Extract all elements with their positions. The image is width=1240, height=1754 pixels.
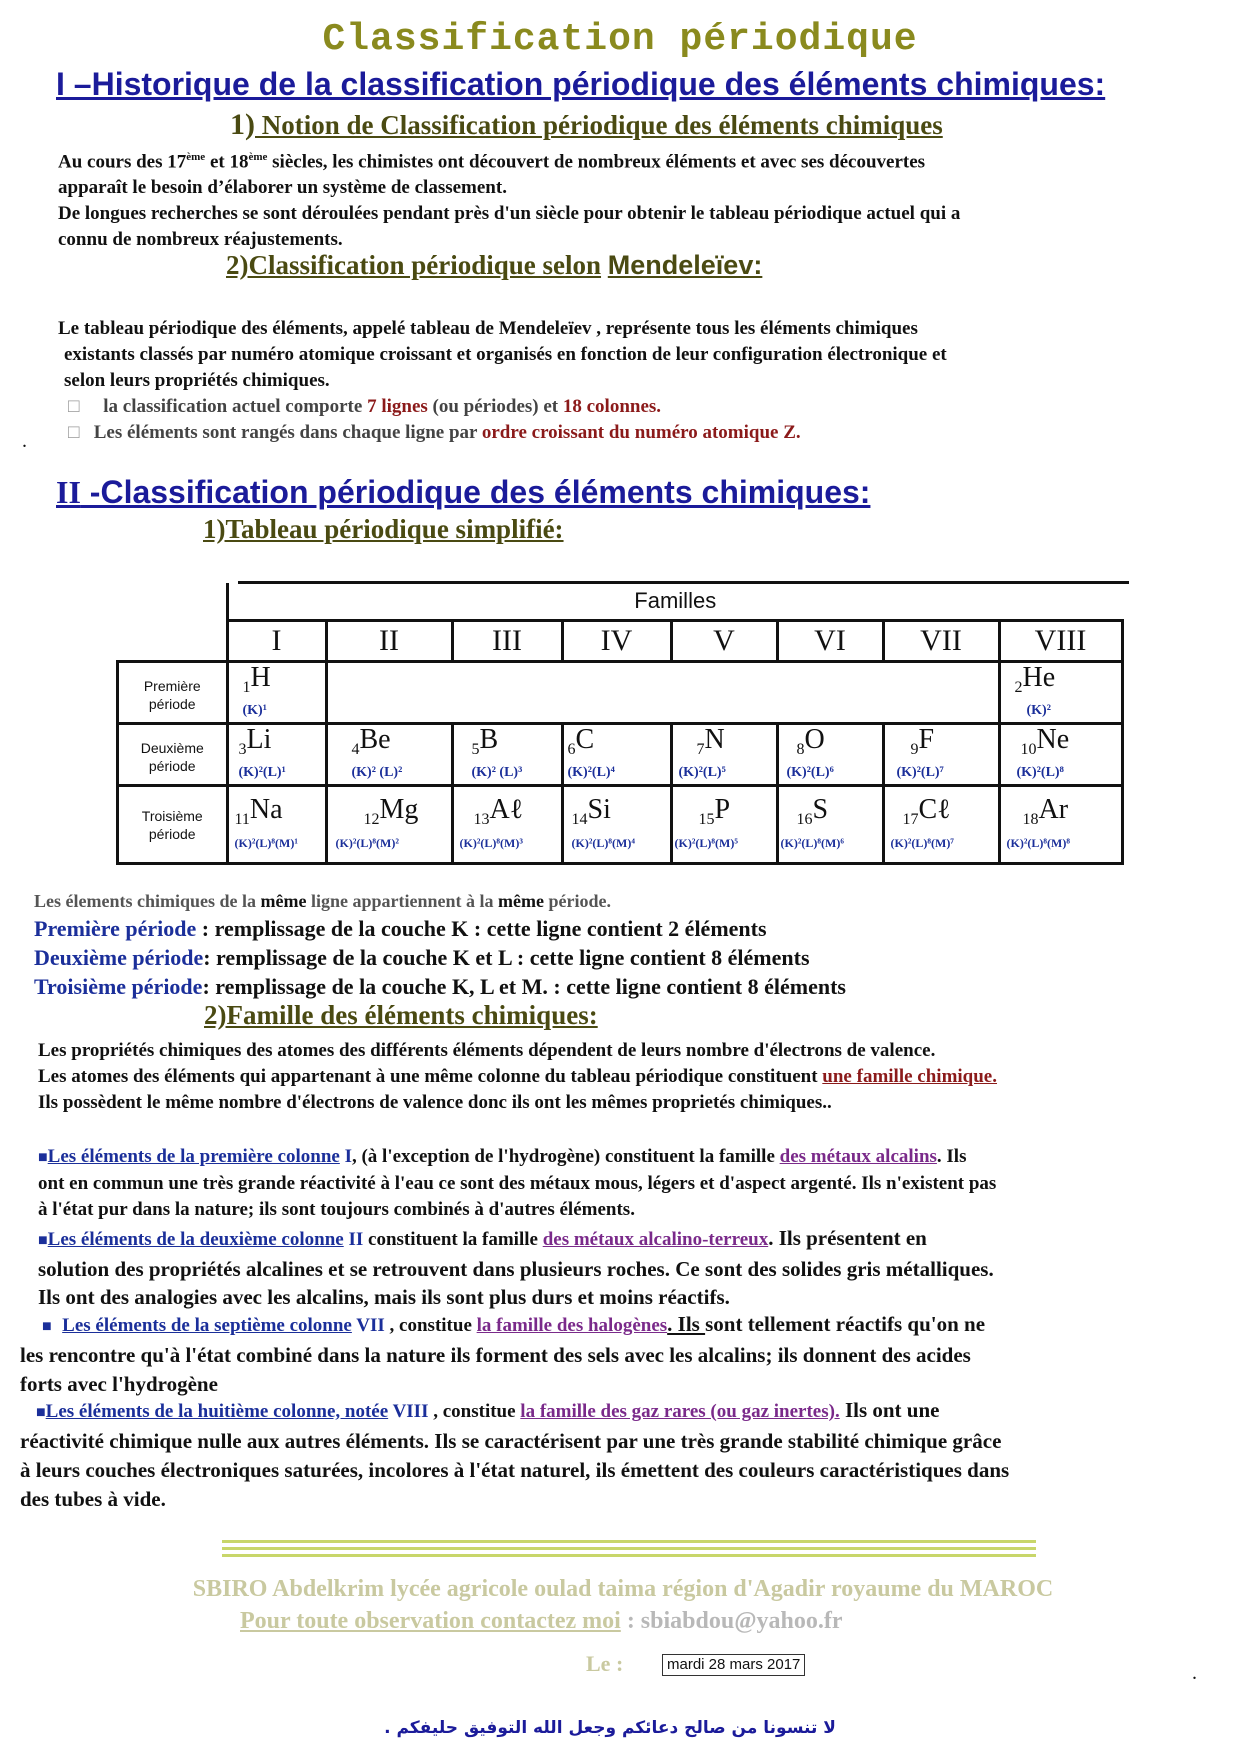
element-H: $_1$H (K)¹ bbox=[227, 662, 326, 724]
row-period-2: Deuxième période $_3$Li (K)²(L)¹ $_4$Be (K)² (L)² $_5$B (K)² (L)³ $_6$C (K)²(L)⁴ $_7$N (K)²(L)⁵ $_8$O (K)²(L)⁶ $_9$F (K)²(L)⁷ $_{10}$Ne (K)²(L)⁸ bbox=[118, 724, 1123, 786]
page-title: Classification périodique bbox=[322, 18, 918, 61]
col-header: VI bbox=[777, 621, 883, 662]
row-period-3: Troisième période $_{11}$Na (K)²(L)⁸(M)¹ $_{12}$Mg (K)²(L)⁸(M)² $_{13}$Aℓ (K)²(L)⁸(M)³ $_{14}$Si (K)²(L)⁸(M)⁴ $_{15}$P (K)²(L)⁸(M)⁵ $_{16}$S (K)²(L)⁸(M)⁶ $_{17}$Cℓ (K)²(L)⁸(M)⁷ $_{18}$Ar (K)²(L)⁸(M)⁸ bbox=[118, 786, 1123, 864]
footer-arabic: لا تنسونا من صالح دعائكم وجعل الله التوفيق حليفكم . bbox=[384, 1718, 836, 1738]
section1-sub1-heading: 1) Notion de Classification périodique des éléments chimiques bbox=[230, 108, 943, 141]
col-header: II bbox=[326, 621, 452, 662]
footer-author: SBIRO Abdelkrim lycée agricole oulad taima région d'Agadir royaume du MAROC bbox=[192, 1576, 1054, 1602]
section1-sub2-text: Le tableau périodique des éléments, appelé tableau de Mendeleïev , représente tous les éléments chimiques existants classés par numéro atomique croissant et organisés en fonction de leur configuration électronique et selon leurs propriétés chimiques. □ la classification actuel comporte 7 lignes (ou périodes) et 18 colonnes. □ Les éléments sont rangés dans chaque ligne par ordre croissant du numéro atomique Z. bbox=[58, 316, 1218, 446]
element-He: $_2$He (K)² bbox=[999, 662, 1122, 724]
alcalins-paragraph: ■Les éléments de la première colonne I, (à l'exception de l'hydrogène) constituent la famille des métaux alcalins. Ils ont en commun une très grande réactivité à l'eau ce sont des métaux mous, légers et d'aspect argenté. Ils n'existent pas à l'état pur dans la nature; ils sont toujours combinés à d'autres éléments. bbox=[38, 1146, 997, 1220]
period-descriptions: Première période : remplissage de la couche K : cette ligne contient 2 éléments Deuxième période: remplissage de la couche K et L : cette ligne contient 8 éléments Troisième période: remplissage de la couche K, L et M. : cette ligne contient 8 éléments bbox=[34, 916, 846, 999]
footer-divider bbox=[222, 1540, 1036, 1557]
section2-sub1-heading: 1)Tableau périodique simplifié: bbox=[203, 514, 564, 544]
halogenes-paragraph: ■ Les éléments de la septième colonne VII , constitue la famille des halogènes. Ils sont tellement réactifs qu'on ne les rencontre qu'à l'état combiné dans la nature ils forment des sels avec les alcalins; ils donnent des acides forts avec l'hydrogène bbox=[20, 1312, 986, 1396]
footer-date: mardi 28 mars 2017 bbox=[662, 1654, 805, 1676]
bullet-lines: □ la classification actuel comporte 7 lignes (ou périodes) et 18 colonnes. bbox=[68, 396, 662, 417]
period-label: Première période bbox=[118, 662, 228, 724]
same-line-note: Les élements chimiques de la même ligne appartiennent à la même période. bbox=[34, 891, 611, 911]
link-famille-chimique[interactable]: une famille chimique. bbox=[822, 1066, 997, 1087]
col-header: VIII bbox=[999, 621, 1122, 662]
col-header: V bbox=[671, 621, 777, 662]
section1-sub2-heading: 2)Classification périodique selon Mendeleïev: bbox=[226, 250, 763, 280]
footer-contact: Pour toute observation contactez moi : sbiabdou@yahoo.fr bbox=[240, 1608, 843, 1634]
col-header: VII bbox=[883, 621, 999, 662]
col-header: I bbox=[227, 621, 326, 662]
section1-sub1-text: Au cours des 17ème et 18ème siècles, les chimistes ont découvert de nombreux éléments et avec ses découvertes apparaît le besoin d’élaborer un système de classement. De longues recherches se sont déroulées pendant près d'un siècle pour obtenir le tableau périodique actuel qui a connu de nombreux réajustements. bbox=[58, 151, 961, 251]
col-header: III bbox=[452, 621, 562, 662]
alcalino-terreux-paragraph: ■Les éléments de la deuxième colonne II constituent la famille des métaux alcalino-terreux. Ils présentent en solution des propriétés alcalines et se retrouvent dans plusieurs roches. Ce sont des solides gris métalliques. Ils ont des analogies avec les alcalins, mais ils sont plus durs et moins réactifs. bbox=[38, 1226, 994, 1309]
footer-date-label: Le : bbox=[586, 1651, 624, 1676]
col-header: IV bbox=[562, 621, 671, 662]
section1-heading: I –Historique de la classification périodique des éléments chimiques: bbox=[56, 66, 1106, 102]
periodic-table bbox=[116, 583, 1124, 865]
family-intro: Les propriétés chimiques des atomes des différents éléments dépendent de leurs nombre d'électrons de valence. Les atomes des éléments qui appartenant à une même colonne du tableau périodique constituent une famille chimique. Ils possèdent le même nombre d'électrons de valence donc ils ont les mêmes proprietés chimiques.. bbox=[38, 1040, 997, 1113]
section2-sub2-heading: 2)Famille des éléments chimiques: bbox=[204, 1000, 598, 1030]
gaz-rares-paragraph: ■Les éléments de la huitième colonne, notée VIII , constitue la famille des gaz rares (ou gaz inertes). Ils ont une réactivité chimique nulle aux autres éléments. Ils se caractérisent par une très grande stabilité chimique grâce à leurs couches électroniques saturées, incolores à l'état naturel, ils émettent des couleurs caractéristiques dans des tubes à vide. bbox=[20, 1398, 1010, 1511]
familles-header: Familles bbox=[227, 583, 1122, 621]
section2-heading: II -Classification périodique des éléments chimiques: bbox=[56, 474, 871, 510]
